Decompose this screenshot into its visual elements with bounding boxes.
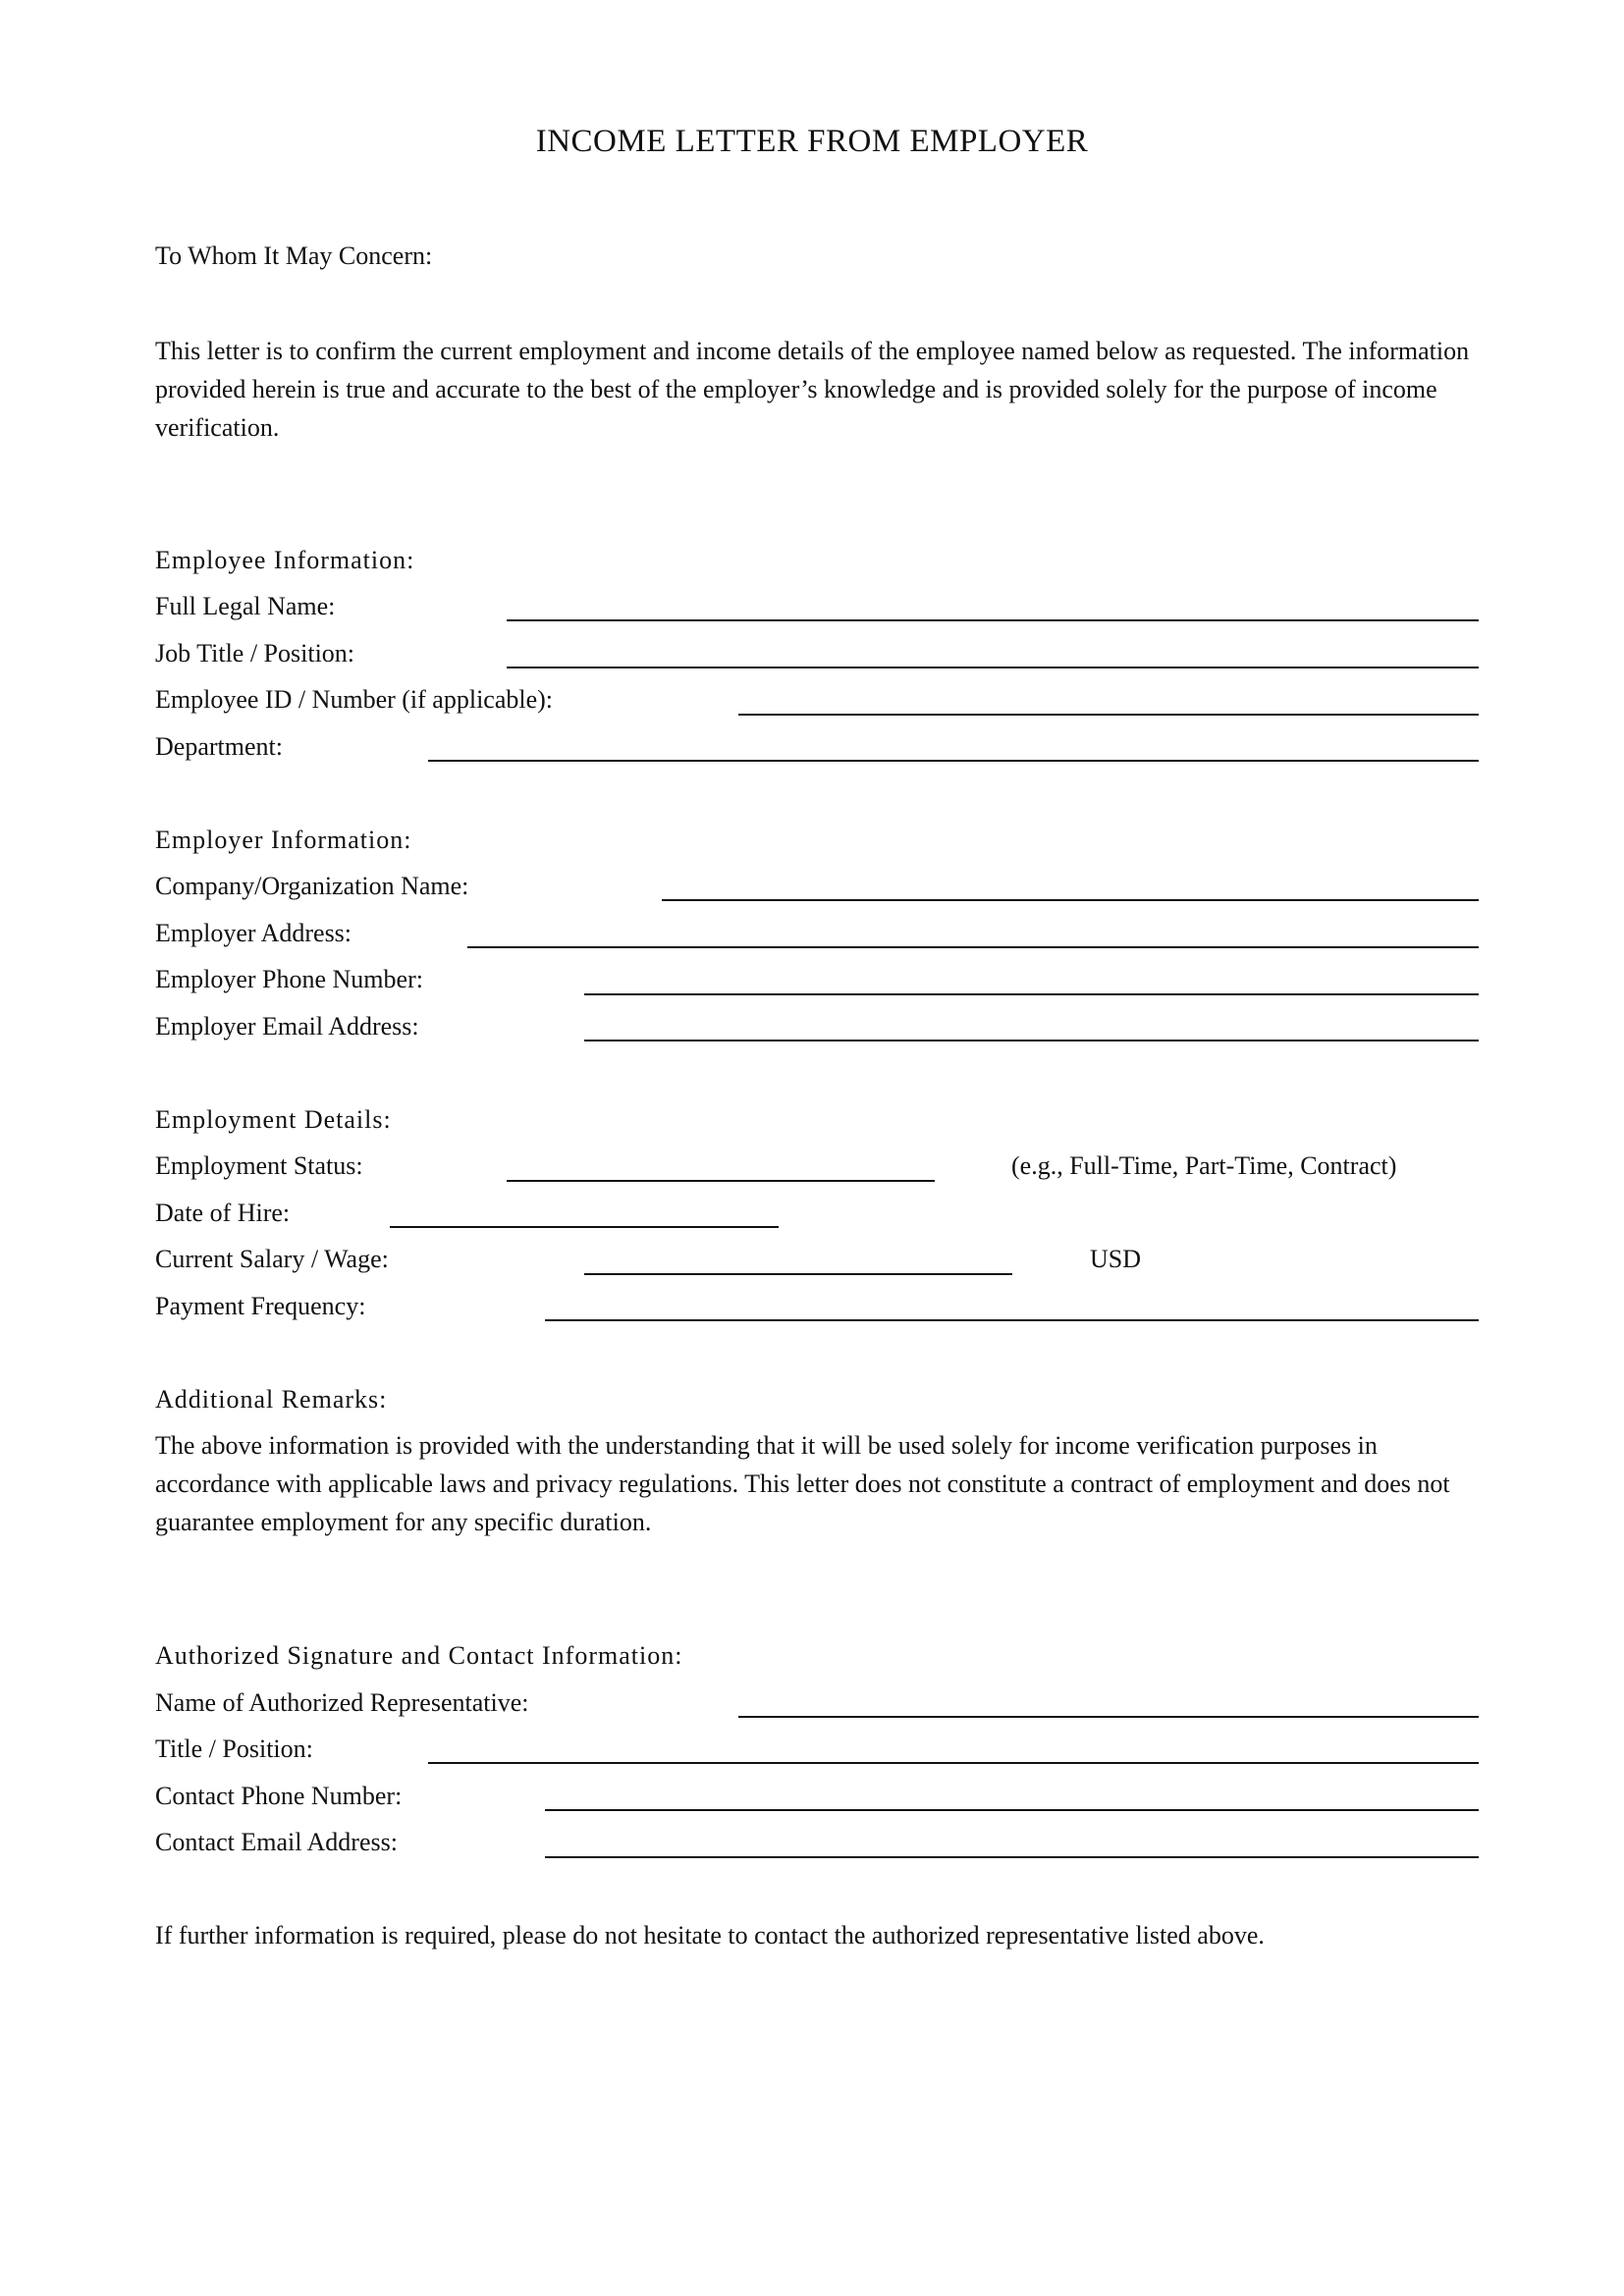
date-of-hire-field[interactable] [390,1226,779,1228]
payment-frequency-field[interactable] [545,1319,1479,1321]
employer-email-field[interactable] [584,1040,1479,1041]
full-legal-name-label: Full Legal Name: [155,592,336,620]
contact-email-field[interactable] [545,1856,1479,1858]
remarks-section-heading: Additional Remarks: [155,1385,388,1414]
department-field[interactable] [428,760,1479,762]
rep-title-label: Title / Position: [155,1735,313,1763]
date-of-hire-label: Date of Hire: [155,1199,291,1227]
employer-phone-label: Employer Phone Number: [155,965,423,993]
employment-status-label: Employment Status: [155,1151,363,1180]
employee-section-heading: Employee Information: [155,546,415,574]
rep-name-label: Name of Authorized Representative: [155,1688,529,1717]
contact-phone-field[interactable] [545,1809,1479,1811]
employer-email-label: Employer Email Address: [155,1012,419,1041]
salary-field[interactable] [584,1273,1012,1275]
full-legal-name-field[interactable] [507,619,1479,621]
employee-id-field[interactable] [738,714,1479,716]
company-name-label: Company/Organization Name: [155,872,469,900]
employer-address-field[interactable] [467,946,1479,948]
department-label: Department: [155,732,283,761]
job-title-field[interactable] [507,667,1479,668]
contact-email-label: Contact Email Address: [155,1828,398,1856]
authorized-section-heading: Authorized Signature and Contact Information: [155,1641,683,1670]
company-name-field[interactable] [662,899,1479,901]
salary-label: Current Salary / Wage: [155,1245,389,1273]
rep-name-field[interactable] [738,1716,1479,1718]
remarks-paragraph: The above information is provided with the understanding that it will be used solely for income verification purposes in accordance with applicable laws and privacy regulations. This letter does not constitute a contract of employment and does not guarantee employment for any specific duration. [155,1431,1450,1536]
intro-paragraph: This letter is to confirm the current employment and income details of the employee named below as requested. The information provided herein is true and accurate to the best of the employer’s knowledge and is provided solely for the purpose of income verification. [155,337,1470,442]
document-title: INCOME LETTER FROM EMPLOYER [535,124,1089,159]
salary-currency: USD [1090,1245,1142,1273]
job-title-label: Job Title / Position: [155,639,355,667]
employment-status-hint: (e.g., Full-Time, Part-Time, Contract) [1011,1151,1397,1180]
employer-phone-field[interactable] [584,993,1479,995]
rep-title-field[interactable] [428,1762,1479,1764]
employment-status-field[interactable] [507,1180,935,1182]
employer-address-label: Employer Address: [155,919,352,947]
employer-section-heading: Employer Information: [155,826,412,854]
salutation: To Whom It May Concern: [155,241,433,270]
contact-phone-label: Contact Phone Number: [155,1782,403,1810]
employee-id-label: Employee ID / Number (if applicable): [155,685,554,714]
payment-frequency-label: Payment Frequency: [155,1292,366,1320]
closing-text: If further information is required, please do not hesitate to contact the authorized representative listed above. [155,1921,1265,1949]
employment-section-heading: Employment Details: [155,1105,392,1134]
